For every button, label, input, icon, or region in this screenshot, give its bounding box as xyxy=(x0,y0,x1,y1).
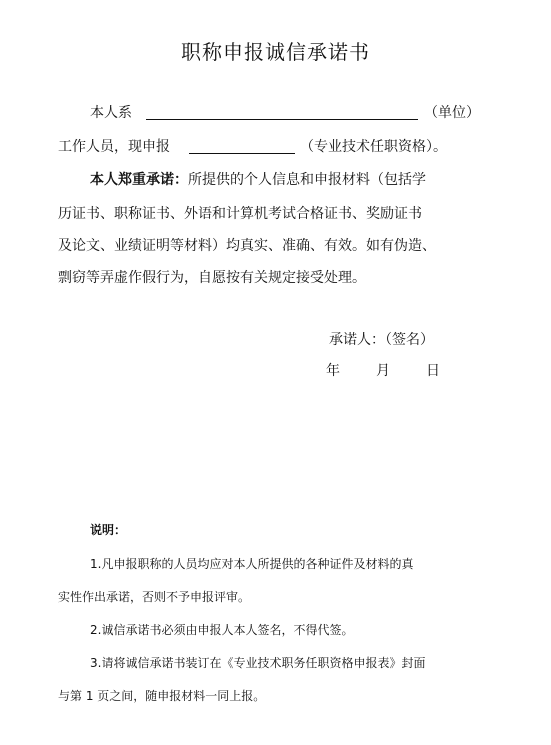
signature-label: 承诺人：（签名） xyxy=(329,332,434,348)
note-line-1: 1.凡申报职称的人员均应对本人所提供的各种证件及材料的真 xyxy=(90,557,414,571)
date-day: 日 xyxy=(426,363,440,379)
line2-suffix: （专业技术任职资格）。 xyxy=(300,139,447,155)
promise-lead: 本人郑重承诺： xyxy=(90,172,188,188)
line2-prefix: 工作人员，现申报 xyxy=(58,139,170,155)
promise-line-4: 剽窃等弄虚作假行为，自愿按有关规定接受处理。 xyxy=(58,270,366,286)
note-line-5: 与第 1 页之间，随申报材料一同上报。 xyxy=(58,689,266,703)
unit-blank[interactable] xyxy=(146,102,418,120)
promise-line-2: 历证书、职称证书、外语和计算机考试合格证书、奖励证书 xyxy=(58,206,422,222)
qualification-blank[interactable] xyxy=(189,136,295,154)
note-line-4: 3.请将诚信承诺书装订在《专业技术职务任职资格申报表》封面 xyxy=(90,656,426,670)
document-title: 职称申报诚信承诺书 xyxy=(181,40,370,64)
date-month: 月 xyxy=(376,363,390,379)
line1-suffix: （单位） xyxy=(424,105,480,121)
promise-text-1: 所提供的个人信息和申报材料（包括学 xyxy=(188,172,426,188)
line1-prefix: 本人系 xyxy=(90,105,132,121)
note-line-2: 实性作出承诺，否则不予申报评审。 xyxy=(58,590,251,604)
note-line-3: 2.诚信承诺书必须由申报人本人签名，不得代签。 xyxy=(90,623,354,637)
promise-line-1 xyxy=(90,171,426,189)
promise-line-3: 及论文、业绩证明等材料）均真实、准确、有效。如有伪造、 xyxy=(58,238,436,254)
notes-heading: 说明： xyxy=(90,523,127,537)
date-year: 年 xyxy=(326,363,340,379)
